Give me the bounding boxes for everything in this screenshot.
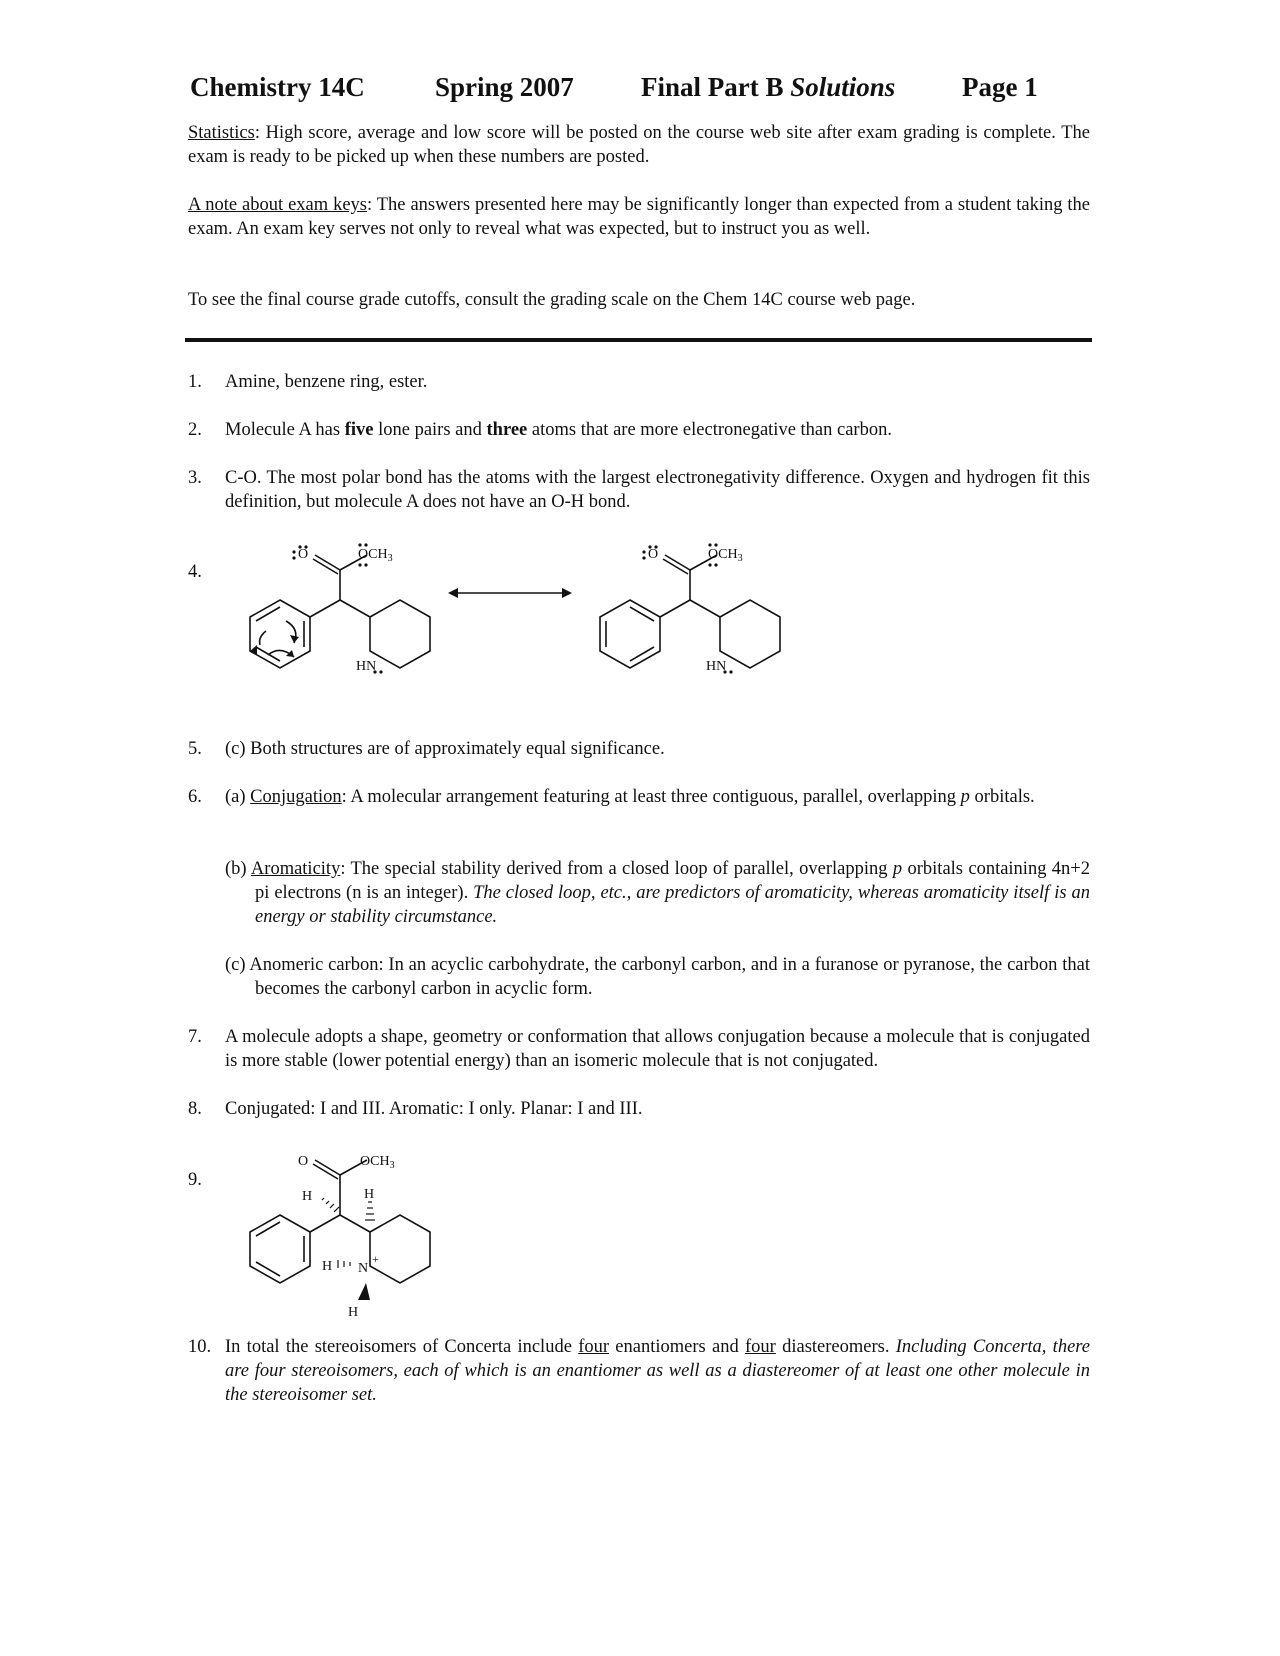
positive-charge-label: +	[372, 1252, 379, 1266]
benzene-double-2c	[630, 607, 654, 621]
phenyl-bond-1	[310, 600, 340, 617]
benzene-ring-2	[600, 600, 660, 668]
exam-title: Final Part B Solutions	[641, 72, 896, 102]
answer-3-text: C-O. The most polar bond has the atoms with the largest electronegativity difference. Oxygen and hydrogen fit this definition, but molecule A does not have an O-H bond.	[225, 468, 1090, 512]
page-header	[190, 72, 1090, 112]
oxygen-label-1: O	[298, 547, 309, 562]
answer-1-text: Amine, benzene ring, ester.	[225, 372, 428, 392]
hydrogen-label-4: H	[348, 1305, 359, 1320]
section-divider	[185, 338, 1092, 342]
answer-6c-text: (c) Anomeric carbon: In an acyclic carbohydrate, the carbonyl carbon, and in a furanose or pyranose, the carbon that becomes the carbonyl carbon in acyclic form.	[225, 955, 1090, 999]
benzene-ring-1	[250, 600, 310, 668]
piperidine-bond-2	[690, 600, 720, 617]
benzene-double-1a	[256, 607, 280, 621]
hydrogen-label-3: H	[322, 1259, 333, 1274]
answer-5-number: 5.	[188, 739, 202, 759]
nitrogen-label: N	[358, 1261, 369, 1276]
answer-7-number: 7.	[188, 1027, 202, 1047]
answer-9-number: 9.	[188, 1170, 202, 1190]
benzene-double-2b	[630, 647, 654, 661]
statistics-paragraph: Statistics: High score, average and low score will be posted on the course web site after exam grading is complete. The exam is ready to be picked up when these numbers are posted.	[188, 123, 1090, 167]
term: Spring 2007	[435, 72, 574, 102]
piperidine-ring-2	[720, 600, 780, 668]
oxygen-label-2: O	[648, 547, 659, 562]
answer-1-number: 1.	[188, 372, 202, 392]
piperidine-ring-1	[370, 600, 430, 668]
amine-label-1: HN	[356, 659, 377, 674]
grade-cutoffs-paragraph: To see the final course grade cutoffs, consult the grading scale on the Chem 14C course web page.	[188, 290, 916, 310]
resonance-arrowhead-left	[448, 588, 458, 598]
hydrogen-label-1: H	[302, 1189, 313, 1204]
arrowhead-2	[290, 635, 299, 643]
answer-2-number: 2.	[188, 420, 202, 440]
answer-10-text: In total the stereoisomers of Concerta include four enantiomers and four diastereomers. Including Concerta, there are four stereoisomers, each of which is an enantiomer as well as a diastereomer of at least one other molecule in the stereoisomer set.	[225, 1337, 1091, 1405]
answer-6a-text: (a) Conjugation: A molecular arrangement featuring at least three contiguous, parallel, overlapping p orbitals.	[225, 787, 1035, 807]
oxygen-label-3: O	[298, 1154, 309, 1169]
stereo-structure-diagram	[230, 1140, 470, 1320]
page-number: Page 1	[962, 72, 1038, 102]
answer-6-number: 6.	[188, 787, 202, 807]
answer-10-number: 10.	[188, 1337, 212, 1357]
answer-5-text: (c) Both structures are of approximately equal significance.	[225, 739, 665, 759]
arrowhead-3	[286, 650, 294, 657]
answer-3-number: 3.	[188, 468, 202, 488]
answer-4-number: 4.	[188, 562, 202, 582]
phenyl-bond-2	[660, 600, 690, 617]
methoxy-label-2: $OCH_3$	[708, 547, 743, 564]
methoxy-label-3: $OCH_3$	[360, 1154, 395, 1171]
methoxy-label-1: $OCH_3$	[358, 547, 393, 564]
hydrogen-label-2: H	[364, 1187, 375, 1202]
answer-6b-text: (b) Aromaticity: The special stability derived from a closed loop of parallel, overlapping p orbitals containing 4n+2 pi electrons (n is an integer). The closed loop, etc., are predictors of aromaticity, whereas aromaticity itself is an energy or stability circumstance.	[225, 859, 1090, 927]
answer-7-text: A molecule adopts a shape, geometry or conformation that allows conjugation because a molecule that is conjugated is more stable (lower potential energy) than an isomeric molecule that is not conjugated.	[225, 1027, 1090, 1071]
amine-label-2: HN	[706, 659, 727, 674]
piperidine-ring-3	[370, 1215, 430, 1283]
benzene-ring-3	[250, 1215, 310, 1283]
course-title: Chemistry 14C	[190, 72, 365, 102]
answer-8-number: 8.	[188, 1099, 202, 1119]
curved-arrow-2	[260, 631, 266, 645]
answer-8-text: Conjugated: I and III. Aromatic: I only. Planar: I and III.	[225, 1099, 643, 1119]
resonance-structures-diagram	[230, 525, 830, 695]
exam-keys-note: A note about exam keys: The answers presented here may be significantly longer than expected from a student taking the exam. An exam key serves not only to reveal what was expected, but to instruct you as well.	[188, 195, 1091, 239]
answer-2-text: Molecule A has five lone pairs and three atoms that are more electronegative than carbon.	[225, 420, 892, 440]
piperidine-bond-1	[340, 600, 370, 617]
resonance-arrowhead-right	[562, 588, 572, 598]
